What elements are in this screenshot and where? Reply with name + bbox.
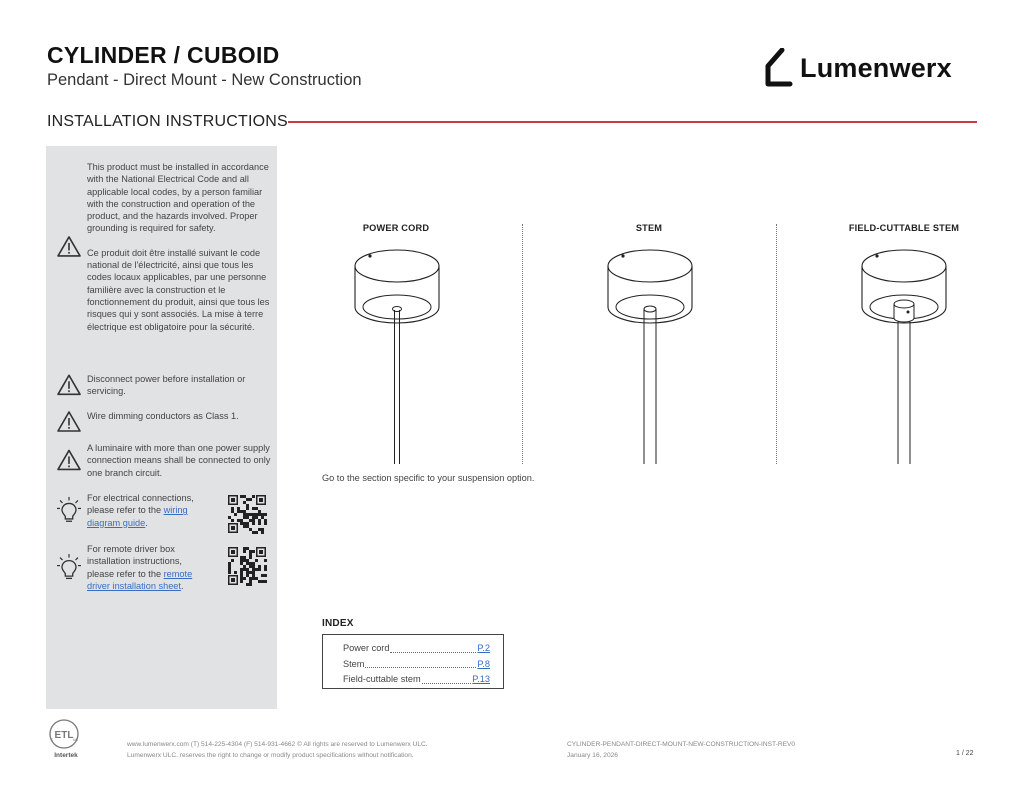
index-item-label: Power cord [343,643,390,653]
page-number: 1 / 22 [956,750,974,757]
lumenwerx-logo-icon [764,48,794,88]
index-leader-dots [365,657,476,669]
index-page-link[interactable]: P.2 [477,643,490,653]
qr-code-icon[interactable] [227,546,267,586]
tip-driver [56,543,211,592]
warning-dimming [56,410,273,434]
column-divider [776,224,777,464]
index-table [322,634,504,689]
option-label-stem: STEM [635,223,663,233]
index-item-label: Stem [343,658,365,669]
tip-driver-end: . [180,580,184,591]
warning-branch [56,442,273,479]
lightbulb-icon [56,543,82,592]
footer-doc-info [567,740,795,761]
lightbulb-icon [56,492,82,529]
index-page-link[interactable]: P.13 [472,674,490,684]
index-row [343,672,490,688]
option-label-field-cuttable-stem: FIELD-CUTTABLE STEM [848,223,960,233]
index-item-label: Field-cuttable stem [343,674,421,684]
warning-general [56,161,273,333]
footer-doc-code: CYLINDER-PENDANT-DIRECT-MOUNT-NEW-CONSTRUCTION-INST-REV0 [567,741,796,748]
index-row [343,657,490,673]
tip-wiring [56,492,211,529]
index-row [343,641,490,657]
warning-icon [56,161,82,333]
brand-logo [764,46,984,90]
warning-branch-text: A luminaire with more than one power supply connection means shall be connected to only one branch circuit. [87,443,271,478]
warning-text-fr: Ce produit doit être installé suivant le code national de l'électricité, ainsi que tous les codes locaux applicables, par une personne familière avec la construction et le fonctionnement du produit, ainsi que tous les risques qui y sont associés. La mise à terre électrique est obligatoire pour la sécurité. [87,247,270,332]
warning-disconnect [56,373,273,398]
index-page-link[interactable]: P.8 [477,658,490,669]
field-cuttable-stem-fixture-illustration [859,242,949,466]
svg-text:c: c [51,737,54,742]
warning-disconnect-text: Disconnect power before installation or servicing. [87,374,246,397]
tip-driver-text: For remote driver box installation instructions, please refer to the [87,544,182,579]
cert-label: Intertek [54,752,78,759]
wiring-diagram-link[interactable]: wiring diagram guide [87,505,188,528]
footer-contact: www.lumenwerx.com (T) 514-225-4304 (F) 514-931-4662 © All rights are reserved to Lumenwerx ULC. [127,741,428,748]
index-leader-dots [390,641,476,653]
warning-icon [56,410,82,434]
power-cord-fixture-illustration [352,242,442,466]
document-title: CYLINDER / CUBOID [47,42,280,68]
svg-text:us: us [73,737,78,742]
qr-code-icon[interactable] [227,494,267,534]
section-rule [288,121,977,123]
remote-driver-link[interactable]: remote driver installation sheet [87,568,193,591]
tip-wiring-end: . [145,517,148,528]
tip-wiring-text: For electrical connections, please refer to the [87,493,194,516]
footer-legal [127,740,428,761]
etl-certification-mark-icon [46,717,86,759]
footer-date: January 16, 2026 [567,751,618,759]
index-title: INDEX [322,618,354,629]
brand-name: Lumenwerx [800,52,952,83]
footer-rights: Lumenwerx ULC. reserves the right to change or modify product specifications without notification. [127,751,414,759]
index-leader-dots [422,672,472,684]
safety-sidebar [46,146,277,709]
warning-icon [56,373,82,398]
svg-text:ETL: ETL [54,730,74,741]
stem-fixture-illustration [605,242,695,466]
warning-dimming-text: Wire dimming conductors as Class 1. [87,411,239,421]
instruction-text: Go to the section specific to your suspension option. [322,473,535,483]
document-subtitle: Pendant - Direct Mount - New Construction [47,71,362,89]
warning-text-en: This product must be installed in accordance with the National Electrical Code and all applicable local codes, by a person familiar with the construction and operation of the product, and the hazards involved. Proper grounding is required for safety. [87,162,269,234]
section-heading: INSTALLATION INSTRUCTIONS [47,113,288,130]
column-divider [522,224,523,464]
option-label-power-cord: POWER CORD [362,223,430,233]
warning-icon [56,442,82,479]
